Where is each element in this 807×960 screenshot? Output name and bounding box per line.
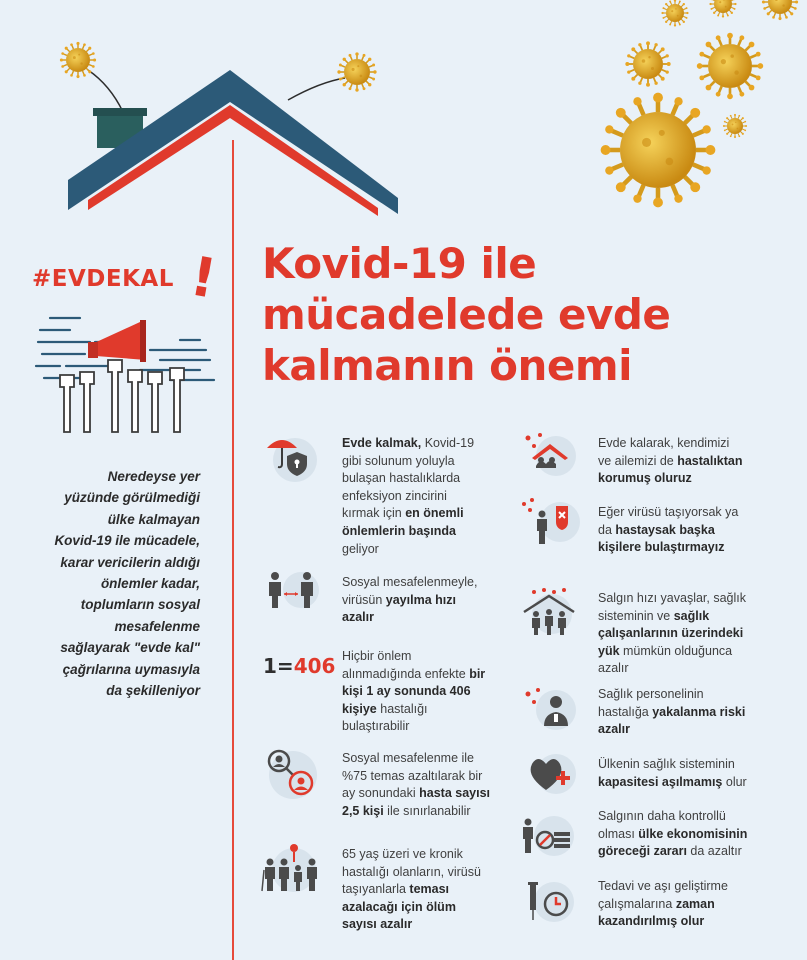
- item-text-line: [342, 864, 517, 882]
- item-text-line: [342, 488, 517, 506]
- item-text: da azaltır: [686, 844, 742, 859]
- right-item: [598, 590, 803, 678]
- item-text-line: [598, 643, 803, 661]
- item-text-line: [342, 609, 517, 627]
- item-text-line: [342, 592, 517, 610]
- item-text-line: [342, 899, 517, 917]
- stop-hand-icon: [520, 498, 580, 546]
- item-text-line: [598, 522, 803, 540]
- item-text: Sosyal mesafelenme ile: [342, 751, 475, 765]
- item-text-line: [598, 721, 803, 739]
- item-text: virüsün: [342, 592, 386, 607]
- item-text: Sosyal mesafelenmeyle,: [342, 575, 478, 589]
- item-text-line: [598, 504, 803, 522]
- item-text-bold: kişilere bulaştırmayız: [598, 540, 725, 555]
- item-text: taşıyanlarla: [342, 882, 410, 897]
- item-text: Salgın hızı yavaşlar, sağlık: [598, 591, 746, 605]
- right-item: [598, 878, 803, 931]
- left-item: [342, 648, 517, 736]
- item-text-line: [598, 826, 803, 844]
- left-item: [342, 750, 517, 820]
- item-text-line: [342, 505, 517, 523]
- intro-line: önlemler kadar,: [100, 576, 200, 592]
- right-item: [598, 808, 803, 861]
- right-item: [598, 504, 803, 557]
- ratio-right: 406: [293, 654, 336, 678]
- intro-line: Kovid-19 ile mücadele,: [54, 533, 200, 549]
- item-text: Salgının daha kontrollü: [598, 809, 726, 823]
- item-text-bold: kişi 1 ay sonunda 406: [342, 684, 471, 699]
- intro-line: toplumların sosyal: [80, 597, 200, 613]
- item-text: azalır: [598, 661, 629, 676]
- item-text-line: [342, 470, 517, 488]
- item-text-line: [598, 686, 803, 704]
- item-text: olması: [598, 826, 639, 841]
- right-item: [598, 686, 803, 739]
- intro-line: mesafelenme: [114, 618, 200, 634]
- item-text-line: [598, 756, 803, 774]
- item-text-bold: korumuş oluruz: [598, 471, 692, 486]
- ratio-left: 1=: [263, 654, 294, 678]
- right-item: [598, 756, 803, 791]
- item-text: olur: [722, 774, 747, 789]
- people-search-icon: [263, 745, 321, 803]
- item-text: Eğer virüsü taşıyorsak ya: [598, 505, 739, 519]
- item-text-line: [598, 913, 803, 931]
- item-text-bold: azalacağı için ölüm: [342, 899, 456, 914]
- item-text-line: [598, 704, 803, 722]
- item-text-line: [342, 846, 517, 864]
- item-text-line: [342, 785, 517, 803]
- item-text-bold: kapasitesi aşılmamış: [598, 774, 723, 789]
- item-text: Kovid-19: [421, 436, 475, 450]
- item-text-bold: önlemlerin başında: [342, 523, 456, 538]
- item-text: da: [598, 522, 616, 537]
- item-text-line: [598, 625, 803, 643]
- protest-megaphone-icon: [30, 300, 220, 435]
- intro-line: da şekilleniyor: [106, 683, 200, 699]
- social-distance-icon: [263, 570, 321, 610]
- intro-line: çağrılarına uymasıyla: [62, 661, 200, 677]
- item-text-line: [598, 808, 803, 826]
- item-text-line: [342, 666, 517, 684]
- item-text: alınmadığında enfekte: [342, 666, 470, 681]
- item-text-line: [342, 701, 517, 719]
- item-text-bold: teması: [409, 882, 450, 897]
- home-family-icon: [522, 432, 578, 478]
- item-text: bulaşan hastalıklarda: [342, 471, 461, 486]
- item-text-bold: azalır: [342, 610, 374, 625]
- economy-coins-icon: [520, 812, 578, 858]
- item-text: enfeksiyon zincirini: [342, 488, 447, 503]
- item-text-bold: sayısı azalır: [342, 917, 413, 932]
- item-text-bold: göreceği zararı: [598, 844, 687, 859]
- item-text: çalışmalarına: [598, 896, 676, 911]
- item-text: Ülkenin sağlık sisteminin: [598, 757, 735, 771]
- item-text-bold: hasta sayısı: [419, 786, 491, 801]
- umbrella-shield-icon: [263, 430, 321, 482]
- intro-line: ülke kalmayan: [107, 511, 200, 527]
- right-item: [598, 435, 803, 488]
- item-text: ay sonundaki: [342, 786, 420, 801]
- item-text-bold: çalışanlarının üzerindeki: [598, 626, 744, 641]
- item-text-bold: kişiye: [342, 701, 377, 716]
- left-item: [342, 574, 517, 627]
- item-text-line: [598, 896, 803, 914]
- item-text-bold: en önemli: [405, 506, 464, 521]
- item-text-line: [342, 718, 517, 736]
- item-text-bold: ülke ekonomisinin: [638, 826, 748, 841]
- item-text-bold: yakalanma riski: [652, 704, 746, 719]
- item-text-bold: hastalıktan: [677, 453, 743, 468]
- item-text-line: [342, 648, 517, 666]
- item-text-bold: bir: [469, 666, 486, 681]
- intro-line: Neredeyse yer: [107, 469, 200, 484]
- left-item: [342, 846, 517, 934]
- heart-plus-icon: [522, 750, 578, 796]
- item-text-line: [342, 803, 517, 821]
- item-text-line: [598, 470, 803, 488]
- item-text: mümkün olduğunca: [619, 643, 733, 658]
- item-text-bold: kazandırılmış olur: [598, 914, 705, 929]
- hashtag-label: #EVDEKAL: [32, 266, 174, 292]
- item-text-bold: hastaysak başka: [615, 522, 715, 537]
- item-text: 65 yaş üzeri ve kronik: [342, 847, 463, 861]
- item-text-bold: yayılma hızı: [385, 592, 456, 607]
- item-text: bulaştırabilir: [342, 719, 410, 734]
- left-item: [342, 435, 517, 558]
- item-text: ve ailemizi de: [598, 453, 678, 468]
- doctor-icon: [522, 686, 578, 732]
- exclamation-mark: !: [185, 244, 221, 311]
- item-text-line: [598, 660, 803, 678]
- item-text-line: [598, 878, 803, 896]
- page-title: [262, 238, 762, 391]
- item-text: gibi solunum yoluyla: [342, 453, 455, 468]
- item-text: hastalığı olanların, virüsü: [342, 864, 481, 879]
- ratio-icon: [263, 654, 335, 678]
- intro-line: yüzünde görülmediği: [64, 490, 200, 506]
- intro-line: karar vericilerin aldığı: [60, 554, 200, 570]
- item-text-bold: 2,5 kişi: [342, 803, 384, 818]
- title-line: mücadelede evde: [262, 290, 671, 339]
- item-text-line: [342, 916, 517, 934]
- item-text-line: [598, 435, 803, 453]
- item-text-line: [598, 590, 803, 608]
- item-text: hastalığı: [376, 701, 428, 716]
- elderly-family-icon: [260, 840, 322, 894]
- center-divider: [232, 140, 234, 960]
- item-text: Tedavi ve aşı geliştirme: [598, 879, 728, 893]
- item-text-line: [342, 750, 517, 768]
- item-text-line: [342, 574, 517, 592]
- item-text-line: [598, 453, 803, 471]
- item-text: sisteminin ve: [598, 608, 674, 623]
- item-text-line: [342, 435, 517, 453]
- item-text: %75 temas azaltılarak bir: [342, 768, 483, 783]
- item-text: Evde kalarak, kendimizi: [598, 436, 730, 450]
- item-text-line: [342, 453, 517, 471]
- item-text-line: [598, 774, 803, 792]
- item-text-line: [598, 608, 803, 626]
- title-line: kalmanın önemi: [262, 341, 632, 390]
- item-text-bold: Evde kalmak,: [342, 436, 422, 450]
- item-text-bold: yük: [598, 643, 620, 658]
- item-text: Hiçbir önlem: [342, 649, 412, 663]
- item-text-line: [342, 768, 517, 786]
- item-text: hastalığa: [598, 704, 653, 719]
- item-text-bold: sağlık: [673, 608, 710, 623]
- title-line: Kovid-19 ile: [262, 239, 537, 288]
- item-text-line: [342, 541, 517, 559]
- item-text-line: [598, 843, 803, 861]
- item-text-line: [342, 523, 517, 541]
- item-text-line: [342, 683, 517, 701]
- item-text: ile sınırlanabilir: [383, 803, 471, 818]
- intro-paragraph: [8, 466, 200, 701]
- item-text: geliyor: [342, 541, 379, 556]
- healthcare-shelter-icon: [520, 588, 578, 636]
- item-text-bold: azalır: [598, 722, 630, 737]
- vaccine-clock-icon: [520, 876, 578, 924]
- intro-line: sağlayarak "evde kal": [60, 640, 200, 656]
- item-text-line: [342, 881, 517, 899]
- house-roof-icon: [60, 60, 410, 220]
- item-text-bold: zaman: [675, 896, 715, 911]
- item-text-line: [598, 539, 803, 557]
- item-text: Sağlık personelinin: [598, 687, 704, 701]
- item-text: kırmak için: [342, 506, 406, 521]
